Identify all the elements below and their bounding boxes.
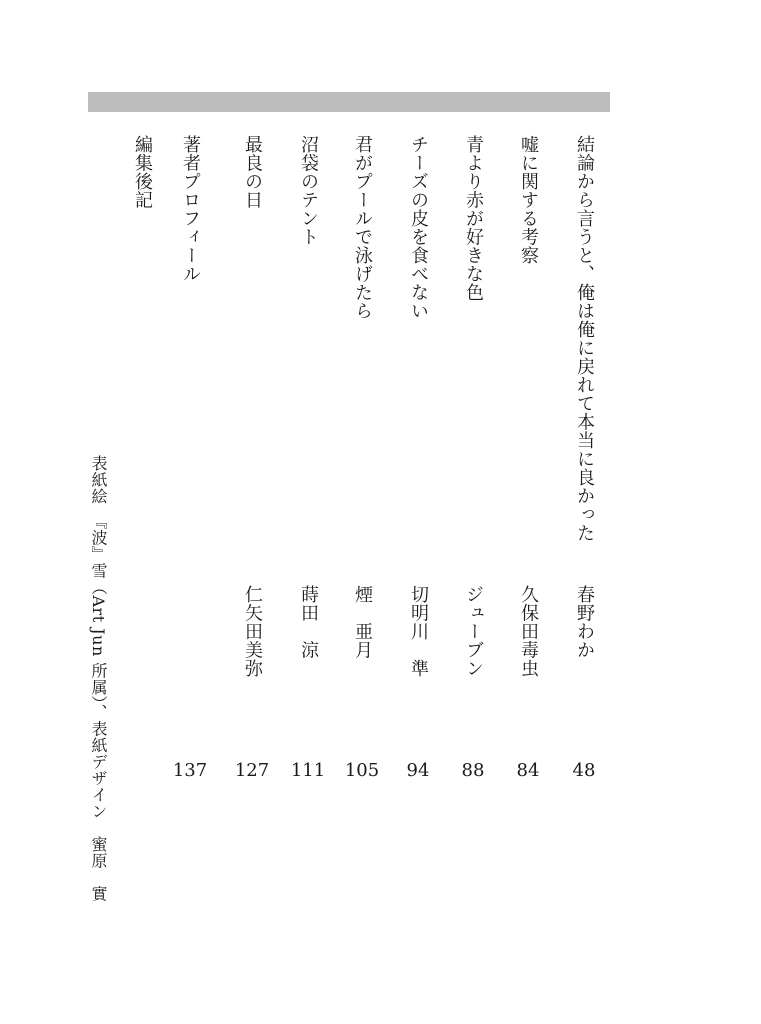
- toc-title: 沼袋のテント: [298, 135, 319, 246]
- cover-credits: 表紙絵 『波』雪（Art Jun 所属）、表紙デザイン 蜜原 實: [89, 455, 108, 902]
- toc-title: チーズの皮を食べない: [408, 135, 429, 320]
- toc-title: 青より赤が好きな色: [463, 135, 484, 302]
- toc-title: 君がプールで泳げたら: [352, 135, 373, 320]
- toc-author: 切明川 準: [408, 585, 429, 678]
- toc-entry[interactable]: [172, 0, 208, 1024]
- toc-entry[interactable]: [404, 0, 434, 1024]
- toc-author: ジューブン: [463, 585, 484, 678]
- toc-page-number: 137: [172, 760, 208, 781]
- toc-page-number: 94: [406, 760, 430, 781]
- toc-entry[interactable]: [128, 0, 158, 1024]
- toc-title: 編集後記: [132, 135, 153, 209]
- toc-author: 春野わか: [574, 585, 595, 659]
- toc-page-number: 111: [290, 760, 326, 781]
- toc-author: 蒔田 涼: [298, 585, 319, 659]
- toc-entry[interactable]: [344, 0, 380, 1024]
- toc-title: 嘘に関する考察: [518, 135, 539, 265]
- toc-page-number: 127: [234, 760, 270, 781]
- toc-page-number: 48: [572, 760, 596, 781]
- toc-entry[interactable]: [514, 0, 544, 1024]
- toc-title: 著者プロフィール: [180, 135, 201, 283]
- toc-author: 煙 亜月: [352, 585, 373, 659]
- toc-title: 最良の日: [242, 135, 263, 209]
- toc-entry[interactable]: [459, 0, 489, 1024]
- toc-entry[interactable]: [290, 0, 326, 1024]
- toc-page-number: 88: [461, 760, 485, 781]
- toc-author: 久保田毒虫: [518, 585, 539, 678]
- toc-title: 結論から言うと、俺は俺に戻れて本当に良かった: [574, 135, 595, 542]
- toc-page-number: 105: [344, 760, 380, 781]
- toc-page-number: 84: [516, 760, 540, 781]
- toc-entry[interactable]: [234, 0, 270, 1024]
- toc-author: 仁矢田美弥: [242, 585, 263, 678]
- toc-entry[interactable]: [570, 0, 600, 1024]
